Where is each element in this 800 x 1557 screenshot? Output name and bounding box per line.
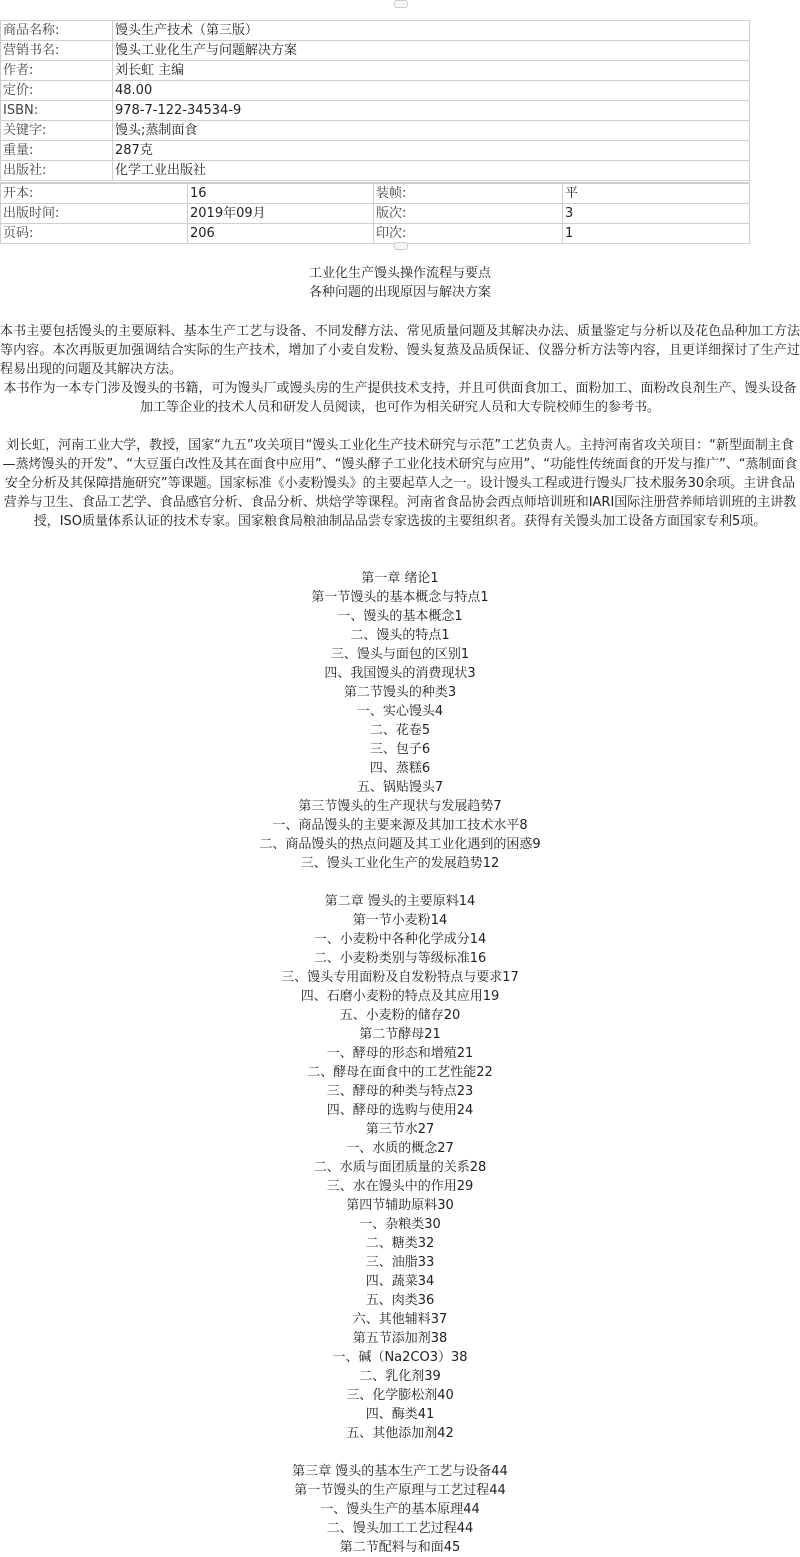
- spec-value: 平: [563, 183, 750, 204]
- info-row: [1, 121, 750, 141]
- toc-entry: 四、蒸糕6: [369, 761, 431, 776]
- toc-entry: 第五节添加剂38: [352, 1331, 448, 1346]
- toc-entry: 一、小麦粉中各种化学成分14: [313, 932, 487, 947]
- toc-entry: 第二节馒头的种类3: [343, 685, 457, 700]
- toc-entry: 五、小麦粉的储存20: [339, 1008, 461, 1023]
- section-marker: [394, 242, 408, 250]
- toc-entry: 四、蔬菜34: [365, 1274, 435, 1289]
- book-audience-paragraph: 本书作为一本专门涉及馒头的书籍，可为馒头厂或馒头房的生产提供技术支持，并且可供面食加工、面粉加工、面粉改良剂生产、馒头设备加工等企业的技术人员和研发人员阅读，也可作为相关研究人员和大专院校师生的参考书。: [3, 381, 797, 415]
- spec-row: [1, 204, 750, 224]
- product-info-table: [0, 20, 750, 181]
- toc-entry: 一、杂粮类30: [359, 1217, 441, 1232]
- toc-entry: 三、馒头与面包的区别1: [330, 647, 470, 662]
- spec-label: 版次:: [374, 204, 563, 224]
- spec-value: 2019年09月: [188, 204, 374, 224]
- info-value: 287克: [113, 141, 750, 161]
- info-row: [1, 141, 750, 161]
- toc-entry: 四、石磨小麦粉的特点及其应用19: [300, 989, 500, 1004]
- toc-entry: 四、酵母的选购与使用24: [326, 1103, 474, 1118]
- toc-entry: 第三章 馒头的基本生产工艺与设备44: [292, 1464, 508, 1479]
- toc-spacer: [0, 873, 800, 892]
- toc-entry: 三、酵母的种类与特点23: [326, 1084, 474, 1099]
- spec-value: 1: [563, 224, 750, 244]
- toc-entry: 二、水质与面团质量的关系28: [313, 1160, 487, 1175]
- info-row: [1, 21, 750, 41]
- toc-entry: 第一节小麦粉14: [352, 913, 448, 928]
- product-spec-table: [0, 182, 750, 244]
- toc-entry: 二、花卷5: [369, 723, 431, 738]
- spec-label: 页码:: [1, 224, 188, 244]
- toc-spacer: [0, 1443, 800, 1462]
- info-value: 刘长虹 主编: [113, 61, 750, 81]
- toc-entry: 二、馒头加工工艺过程44: [326, 1521, 474, 1536]
- info-value: 馒头生产技术（第三版）: [113, 21, 750, 41]
- toc-entry: 第二节配料与和面45: [339, 1540, 461, 1555]
- toc-entry: 一、馒头生产的基本原理44: [320, 1502, 480, 1517]
- info-label: 作者:: [1, 61, 113, 81]
- spec-value: 3: [563, 204, 750, 224]
- toc-entry: 六、其他辅料37: [352, 1312, 448, 1327]
- toc-entry: 五、锅贴馒头7: [356, 780, 444, 795]
- table-of-contents: [0, 569, 800, 1557]
- info-label: 定价:: [1, 81, 113, 101]
- toc-entry: 五、肉类36: [365, 1293, 435, 1308]
- info-label: 出版社:: [1, 161, 113, 181]
- info-row: [1, 61, 750, 81]
- toc-entry: 一、水质的概念27: [346, 1141, 454, 1156]
- info-value: 978-7-122-34534-9: [113, 101, 750, 121]
- toc-entry: 第四节辅助原料30: [346, 1198, 454, 1213]
- tagline-line: 工业化生产馒头操作流程与要点: [308, 266, 491, 281]
- toc-entry: 一、馒头的基本概念1: [337, 609, 463, 624]
- spec-label: 印次:: [374, 224, 563, 244]
- info-value: 48.00: [113, 81, 750, 101]
- toc-entry: 第一章 绪论1: [361, 571, 439, 586]
- info-row: [1, 161, 750, 181]
- info-label: 重量:: [1, 141, 113, 161]
- toc-entry: 一、实心馒头4: [356, 704, 444, 719]
- toc-entry: 三、油脂33: [365, 1255, 435, 1270]
- spec-label: 开本:: [1, 183, 188, 204]
- toc-entry: 第三节水27: [365, 1122, 435, 1137]
- toc-entry: 四、酶类41: [365, 1407, 435, 1422]
- toc-entry: 二、酵母在面食中的工艺性能22: [307, 1065, 493, 1080]
- toc-entry: 一、碱（Na2CO3）38: [332, 1350, 468, 1365]
- spec-row: [1, 224, 750, 244]
- spec-row: [1, 183, 750, 204]
- info-row: [1, 101, 750, 121]
- info-value: 化学工业出版社: [113, 161, 750, 181]
- info-value: 馒头;蒸制面食: [113, 121, 750, 141]
- info-row: [1, 81, 750, 101]
- spec-value: 16: [188, 183, 374, 204]
- tagline-line: 各种问题的出现原因与解决方案: [308, 285, 491, 300]
- toc-entry: 四、我国馒头的消费现状3: [324, 666, 476, 681]
- info-row: [1, 41, 750, 61]
- toc-entry: 第一节馒头的生产原理与工艺过程44: [294, 1483, 506, 1498]
- toc-entry: 三、化学膨松剂40: [346, 1388, 454, 1403]
- info-label: 关键字:: [1, 121, 113, 141]
- toc-entry: 第一节馒头的基本概念与特点1: [311, 590, 489, 605]
- spec-label: 装帧:: [374, 183, 563, 204]
- book-intro-paragraph: 本书主要包括馒头的主要原料、基本生产工艺与设备、不同发酵方法、常见质量问题及其解决办法、质量鉴定与分析以及花色品种加工方法等内容。本次再版更加强调结合实际的生产技术，增加了小麦自发粉、馒头复蒸及品质保证、仪器分析方法等内容，且更详细探讨了生产过程易出现的问题及其解决方法。: [0, 324, 800, 377]
- toc-entry: 二、馒头的特点1: [350, 628, 450, 643]
- toc-entry: 三、馒头工业化生产的发展趋势12: [300, 856, 500, 871]
- toc-entry: 三、馒头专用面粉及自发粉特点与要求17: [281, 970, 519, 985]
- toc-entry: 第二节酵母21: [359, 1027, 441, 1042]
- info-value: 馒头工业化生产与问题解决方案: [113, 41, 750, 61]
- toc-entry: 二、小麦粉类别与等级标准16: [313, 951, 487, 966]
- toc-entry: 二、商品馒头的热点问题及其工业化遇到的困惑9: [259, 837, 541, 852]
- spec-label: 出版时间:: [1, 204, 188, 224]
- toc-entry: 一、商品馒头的主要来源及其加工技术水平8: [272, 818, 528, 833]
- toc-entry: 第二章 馒头的主要原料14: [324, 894, 476, 909]
- feature-tagline: [0, 264, 800, 302]
- toc-entry: 三、包子6: [369, 742, 431, 757]
- info-label: 营销书名:: [1, 41, 113, 61]
- info-label: 商品名称:: [1, 21, 113, 41]
- toc-entry: 二、糖类32: [365, 1236, 435, 1251]
- toc-entry: 三、水在馒头中的作用29: [326, 1179, 474, 1194]
- toc-entry: 五、其他添加剂42: [346, 1426, 454, 1441]
- toc-entry: 第三节馒头的生产现状与发展趋势7: [298, 799, 502, 814]
- info-label: ISBN:: [1, 101, 113, 121]
- top-resize-handle: [394, 0, 408, 8]
- toc-entry: 一、酵母的形态和增殖21: [326, 1046, 474, 1061]
- spec-value: 206: [188, 224, 374, 244]
- author-bio-paragraph: 刘长虹，河南工业大学，教授，国家“九五”攻关项目“馒头工业化生产技术研究与示范”工艺负责人。主持河南省攻关项目：“新型面制主食—蒸烤馒头的开发”、“大豆蛋白改性及其在面食中应用”、“馒头酵子工业化技术研究与应用”、“功能性传统面食的开发与推广”、“蒸制面食安全分析及其保障措施研究”等课题。国家标准《小麦粉馒头》的主要起草人之一。设计馒头工程或进行馒头厂技术服务30余项。主讲食品营养与卫生、食品工艺学、食品感官分析、食品分析、烘焙学等课程。河南省食品协会西点师培训班和IARI国际注册营养师培训班的主讲教授，ISO质量体系认证的技术专家。国家粮食局粮油制品品尝专家选拔的主要组织者。获得有关馒头加工设备方面国家专利5项。: [2, 438, 798, 529]
- toc-entry: 二、乳化剂39: [359, 1369, 441, 1384]
